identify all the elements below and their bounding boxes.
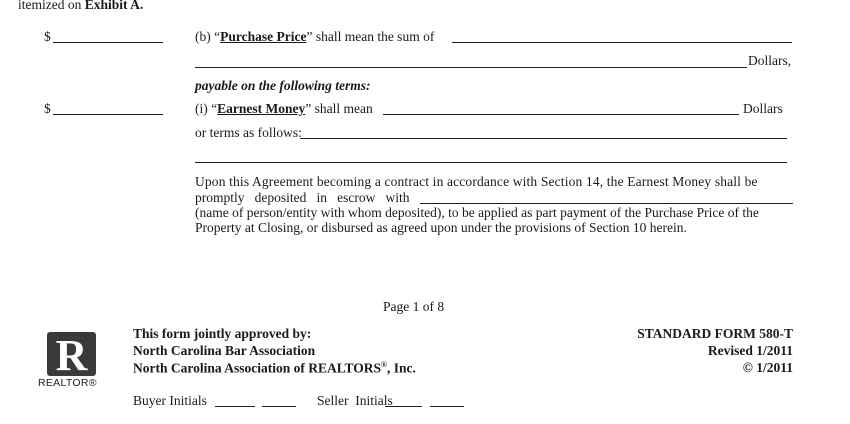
purchase-clause-prefix: (b) “ xyxy=(195,29,221,44)
nc-bar-association: North Carolina Bar Association xyxy=(133,343,316,358)
revised-date: Revised 1/2011 xyxy=(707,343,793,358)
realtor-logo xyxy=(47,332,96,376)
buyer-initials-field-1[interactable] xyxy=(215,392,255,407)
seller-initials-field-1[interactable] xyxy=(385,392,422,407)
buyer-initials-label: Buyer Initials xyxy=(133,393,207,408)
purchase-dollars-label: Dollars, xyxy=(748,53,792,68)
header-line xyxy=(18,0,143,13)
earnest-clause-prefix: (i) “ xyxy=(195,101,218,116)
earnest-sum-field[interactable] xyxy=(383,100,739,115)
exhibit-label: Exhibit A. xyxy=(84,0,144,12)
purchase-amount-field[interactable] xyxy=(53,28,163,43)
itemized-text: itemized on xyxy=(18,0,85,12)
registered-mark: ® xyxy=(381,360,388,369)
copyright-date: © 1/2011 xyxy=(742,360,793,375)
nc-realtors-association xyxy=(133,360,416,377)
seller-initials-label: Seller Initials xyxy=(317,393,393,408)
nc-realtors-name: North Carolina Association of REALTORS xyxy=(133,360,382,376)
additional-terms-field[interactable] xyxy=(195,148,787,163)
escrow-line-1: Upon this Agreement becoming a contract in accordance with Section 14, the Earnest Money shall be xyxy=(195,174,758,189)
standard-form-label: STANDARD FORM 580-T xyxy=(637,326,793,341)
escrow-agent-field[interactable] xyxy=(420,189,793,204)
earnest-dollars-label: Dollars xyxy=(743,101,783,116)
purchase-dollars-words-field[interactable] xyxy=(195,53,747,68)
earnest-dollar-sign: $ xyxy=(44,101,51,116)
nc-realtors-inc: , Inc. xyxy=(387,360,416,376)
earnest-clause-suffix: ” shall mean xyxy=(305,101,373,116)
buyer-initials-field-2[interactable] xyxy=(262,392,296,407)
purchase-price-term: Purchase Price xyxy=(220,29,307,44)
svg-text:R: R xyxy=(55,332,88,376)
payable-terms-heading: payable on the following terms: xyxy=(195,78,371,93)
seller-initials-field-2[interactable] xyxy=(430,392,464,407)
approved-by-text: This form jointly approved by: xyxy=(133,326,312,341)
purchase-dollar-sign: $ xyxy=(44,29,51,44)
earnest-money-clause xyxy=(195,101,373,117)
purchase-clause-suffix: ” shall mean the sum of xyxy=(306,29,435,44)
earnest-money-term: Earnest Money xyxy=(217,101,306,116)
realtor-logo-text: REALTOR® xyxy=(38,377,97,389)
purchase-sum-field[interactable] xyxy=(452,28,792,43)
realtor-r-icon xyxy=(47,332,96,376)
escrow-line-4: Property at Closing, or disbursed as agreed upon under the provisions of Section 10 herein. xyxy=(195,220,687,235)
or-terms-label: or terms as follows: xyxy=(195,125,302,140)
escrow-line-3: (name of person/entity with whom deposited), to be applied as part payment of the Purchase Price of the xyxy=(195,205,759,220)
earnest-amount-field[interactable] xyxy=(53,100,163,115)
page-number: Page 1 of 8 xyxy=(383,299,445,314)
or-terms-field[interactable] xyxy=(300,124,787,139)
purchase-price-clause xyxy=(195,29,434,45)
escrow-line-2: promptly deposited in escrow with xyxy=(195,190,410,205)
